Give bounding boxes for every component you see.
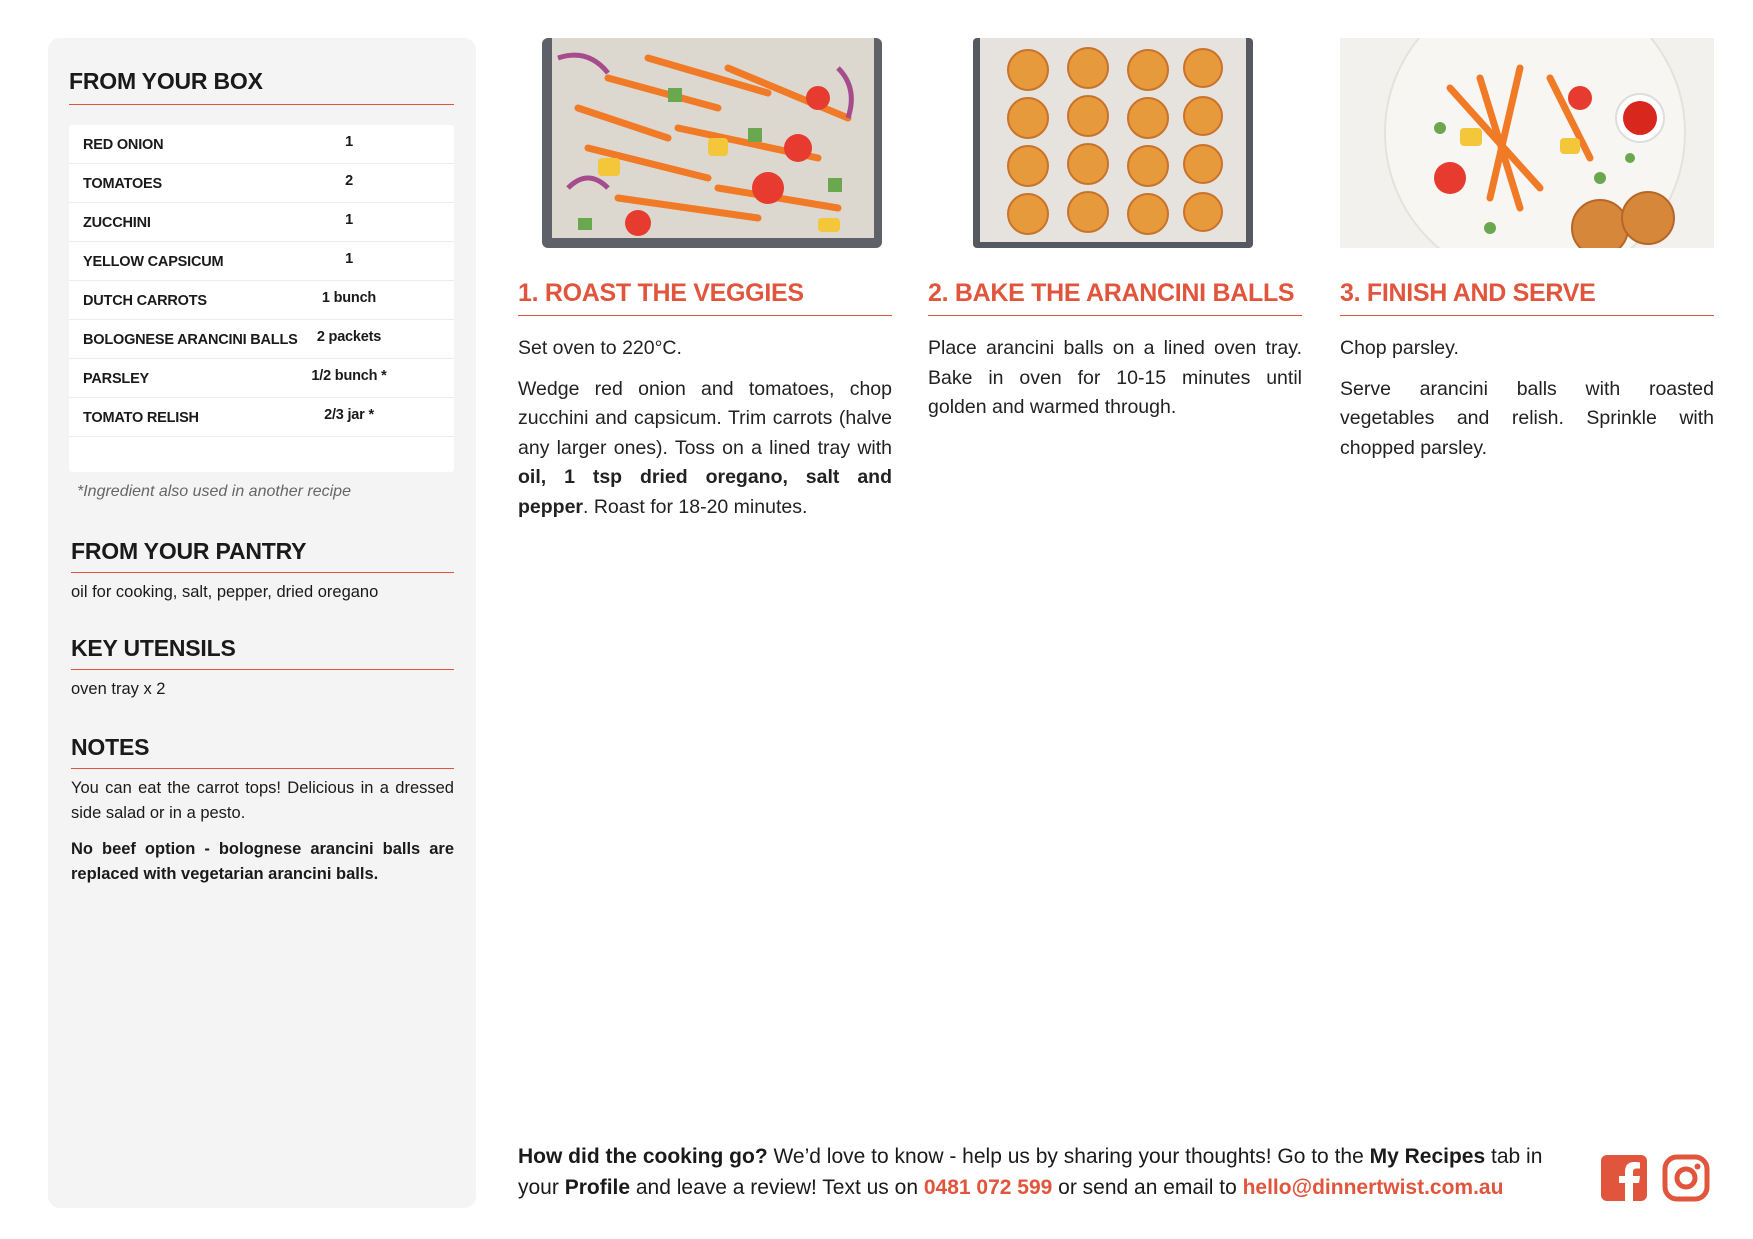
- phone-link[interactable]: 0481 072 599: [923, 1176, 1053, 1199]
- ingredient-row: [69, 281, 454, 320]
- step-3-text: [1340, 334, 1714, 474]
- feedback-text: tab in your: [518, 1145, 1543, 1199]
- feedback-footer: [518, 1141, 1578, 1203]
- ingredient-qty: 1 bunch: [321, 290, 377, 306]
- step-3-p1: Chop parsley.: [1340, 337, 1459, 359]
- step-1-seasoning: oil, 1 tsp dried oregano, salt and pepper: [518, 466, 892, 518]
- notes-paragraph: You can eat the carrot tops! Delicious in a dressed side salad or in a pesto.: [71, 779, 454, 822]
- ingredient-row: [69, 398, 454, 437]
- arancini-tray-photo: [928, 38, 1302, 248]
- ingredient-row: [69, 203, 454, 242]
- ingredient-row: [69, 242, 454, 281]
- ingredient-row: [69, 320, 454, 359]
- ingredient-name: PARSLEY: [83, 371, 150, 387]
- ingredient-qty: 2/3 jar *: [324, 407, 374, 423]
- step-2-title: 2. BAKE THE ARANCINI BALLS: [928, 279, 1302, 316]
- ingredient-name: BOLOGNESE ARANCINI BALLS: [83, 332, 298, 348]
- ingredient-name: RED ONION: [83, 137, 164, 153]
- ingredients-table: [69, 125, 454, 472]
- instagram-icon[interactable]: [1662, 1154, 1710, 1202]
- ingredient-name: TOMATO RELISH: [83, 410, 199, 426]
- notes-body: [71, 776, 454, 898]
- step-1-p2-text: Wedge red onion and tomatoes, chop zucchini and capsicum. Trim carrots (halve any larger ones). Toss on a lined tray with: [518, 377, 892, 459]
- ingredient-row: [69, 164, 454, 203]
- ingredient-name: TOMATOES: [83, 176, 162, 192]
- step-2-p1: Place arancini balls on a lined oven tray. Bake in oven for 10-15 minutes until golden and warmed through.: [928, 337, 1302, 418]
- ingredient-name: YELLOW CAPSICUM: [83, 254, 224, 270]
- step-1-p1: Set oven to 220°C.: [518, 337, 682, 359]
- facebook-icon[interactable]: [1600, 1154, 1648, 1202]
- utensils-title: KEY UTENSILS: [71, 635, 454, 670]
- step-1-p2: [518, 375, 892, 523]
- feedback-text: and leave a review! Text us on: [630, 1176, 924, 1199]
- step-3-title: 3. FINISH AND SERVE: [1340, 279, 1714, 316]
- step-1-p2-end: . Roast for 18-20 minutes.: [583, 495, 808, 518]
- step-2-text: [928, 334, 1302, 434]
- served-plate-photo: [1340, 38, 1714, 248]
- ingredient-qty: 1: [345, 251, 353, 267]
- ingredient-name: ZUCCHINI: [83, 215, 151, 231]
- roast-veggies-photo: [518, 38, 892, 248]
- ingredient-row: [69, 359, 454, 398]
- notes-no-beef: No beef option - bolognese arancini balls are replaced with vegetarian arancini balls.: [71, 840, 454, 883]
- pantry-text: oil for cooking, salt, pepper, dried oregano: [71, 583, 379, 601]
- ingredient-qty: 2 packets: [316, 329, 382, 345]
- email-link[interactable]: hello@dinnertwist.com.au: [1242, 1176, 1504, 1199]
- ingredient-qty: 1: [345, 134, 353, 150]
- utensils-text: oven tray x 2: [71, 680, 166, 698]
- ingredient-name: DUTCH CARROTS: [83, 293, 207, 309]
- feedback-text: or send an email to: [1052, 1176, 1243, 1199]
- ingredient-qty: 1: [345, 212, 353, 228]
- feedback-text: We’d love to know - help us by sharing your thoughts! Go to the: [767, 1145, 1370, 1168]
- ingredient-footnote: *Ingredient also used in another recipe: [77, 483, 351, 500]
- step-1-text: [518, 334, 892, 533]
- step-1-title: 1. ROAST THE VEGGIES: [518, 279, 892, 316]
- profile-label: Profile: [564, 1176, 631, 1199]
- feedback-question: How did the cooking go?: [518, 1145, 768, 1168]
- ingredient-qty: 1/2 bunch *: [311, 368, 387, 384]
- pantry-title: FROM YOUR PANTRY: [71, 538, 454, 573]
- ingredient-row: [69, 125, 454, 164]
- from-your-box-title: FROM YOUR BOX: [69, 68, 454, 105]
- ingredient-qty: 2: [345, 173, 353, 189]
- notes-title: NOTES: [71, 734, 454, 769]
- step-3-p2: Serve arancini balls with roasted vegetables and relish. Sprinkle with chopped parsley.: [1340, 377, 1714, 459]
- ingredients-sidebar: [48, 38, 476, 1208]
- my-recipes-label: My Recipes: [1369, 1145, 1486, 1168]
